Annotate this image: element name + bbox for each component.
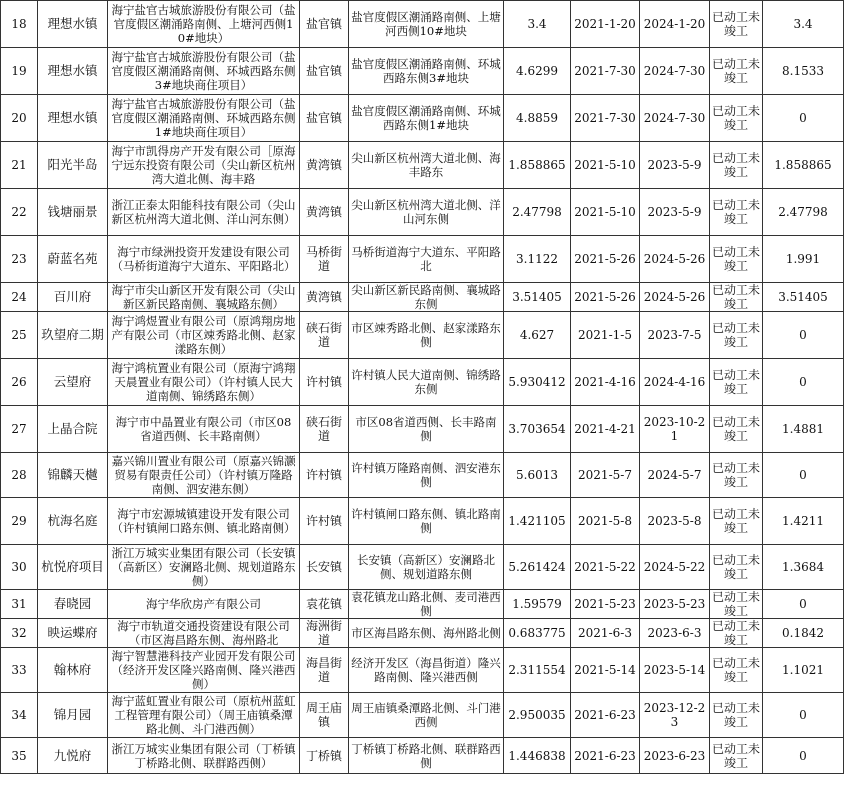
completed-area-cell: 1.858865 — [763, 142, 844, 189]
completion-deadline-cell: 2023-5-9 — [640, 189, 710, 236]
table-row — [1, 48, 844, 95]
project-name-cell: 百川府 — [38, 283, 108, 312]
completed-area-cell: 1.4211 — [763, 498, 844, 545]
completion-deadline-cell: 2024-7-30 — [640, 48, 710, 95]
completion-deadline-cell: 2023-10-21 — [640, 406, 710, 453]
construction-status-cell: 已动工未竣工 — [710, 693, 763, 738]
completion-deadline-cell: 2023-6-3 — [640, 619, 710, 648]
row-number-cell: 30 — [1, 545, 38, 590]
project-name-cell: 锦麟天樾 — [38, 453, 108, 498]
row-number-cell: 21 — [1, 142, 38, 189]
site-area-cell: 1.446838 — [504, 738, 571, 774]
site-area-cell: 5.930412 — [504, 359, 571, 406]
construction-status-cell: 已动工未竣工 — [710, 359, 763, 406]
town-name-cell: 许村镇 — [300, 453, 349, 498]
construction-status-cell: 已动工未竣工 — [710, 619, 763, 648]
row-number-cell: 35 — [1, 738, 38, 774]
row-number-cell: 24 — [1, 283, 38, 312]
plot-location-cell: 丁桥镇丁桥路北侧、联群路西侧 — [349, 738, 504, 774]
table-row — [1, 498, 844, 545]
table-row — [1, 648, 844, 693]
plot-location-cell: 盐官度假区潮涌路南侧、环城西路东侧1#地块 — [349, 95, 504, 142]
completed-area-cell: 0 — [763, 590, 844, 619]
site-area-cell: 3.51405 — [504, 283, 571, 312]
developer-name-cell: 海宁盐官古城旅游股份有限公司（盐官度假区潮涌路南侧、上塘河西侧10#地块） — [108, 1, 300, 48]
town-name-cell: 黄湾镇 — [300, 142, 349, 189]
plot-location-cell: 马桥街道海宁大道东、平阳路北 — [349, 236, 504, 283]
site-area-cell: 4.8859 — [504, 95, 571, 142]
row-number-cell: 29 — [1, 498, 38, 545]
completed-area-cell: 0 — [763, 738, 844, 774]
row-number-cell: 23 — [1, 236, 38, 283]
developer-name-cell: 海宁市轨道交通投资建设有限公司（市区海昌路东侧、海州路北 — [108, 619, 300, 648]
project-name-cell: 翰林府 — [38, 648, 108, 693]
site-area-cell: 5.261424 — [504, 545, 571, 590]
completed-area-cell: 0 — [763, 359, 844, 406]
plot-location-cell: 许村镇万隆路南侧、泗安港东侧 — [349, 453, 504, 498]
table-row — [1, 1, 844, 48]
plot-location-cell: 盐官度假区潮涌路南侧、环城西路东侧3#地块 — [349, 48, 504, 95]
completion-deadline-cell: 2023-6-23 — [640, 738, 710, 774]
start-date-cell: 2021-5-10 — [571, 189, 640, 236]
project-name-cell: 理想水镇 — [38, 95, 108, 142]
row-number-cell: 32 — [1, 619, 38, 648]
table-row — [1, 142, 844, 189]
town-name-cell: 硖石街道 — [300, 406, 349, 453]
table-row — [1, 95, 844, 142]
completion-deadline-cell: 2024-5-7 — [640, 453, 710, 498]
project-name-cell: 蔚蓝名苑 — [38, 236, 108, 283]
developer-name-cell: 海宁盐官古城旅游股份有限公司（盐官度假区潮涌路南侧、环城西路东侧3#地块商住项目） — [108, 48, 300, 95]
completed-area-cell: 3.51405 — [763, 283, 844, 312]
plot-location-cell: 经济开发区（海昌街道）隆兴路南侧、隆兴港西侧 — [349, 648, 504, 693]
plot-location-cell: 周王庙镇桑潭路北侧、斗门港西侧 — [349, 693, 504, 738]
table-row — [1, 738, 844, 774]
row-number-cell: 20 — [1, 95, 38, 142]
start-date-cell: 2021-5-14 — [571, 648, 640, 693]
construction-status-cell: 已动工未竣工 — [710, 498, 763, 545]
completed-area-cell: 1.4881 — [763, 406, 844, 453]
town-name-cell: 盐官镇 — [300, 48, 349, 95]
town-name-cell: 许村镇 — [300, 498, 349, 545]
project-name-cell: 钱塘丽景 — [38, 189, 108, 236]
site-area-cell: 4.627 — [504, 312, 571, 359]
plot-location-cell: 袁花镇龙山路北侧、麦司港西侧 — [349, 590, 504, 619]
plot-location-cell: 尖山新区杭州湾大道北侧、海丰路东 — [349, 142, 504, 189]
start-date-cell: 2021-1-20 — [571, 1, 640, 48]
start-date-cell: 2021-5-10 — [571, 142, 640, 189]
completed-area-cell: 1.991 — [763, 236, 844, 283]
construction-status-cell: 已动工未竣工 — [710, 406, 763, 453]
row-number-cell: 25 — [1, 312, 38, 359]
start-date-cell: 2021-7-30 — [571, 95, 640, 142]
table-row — [1, 406, 844, 453]
completed-area-cell: 0.1842 — [763, 619, 844, 648]
site-area-cell: 2.311554 — [504, 648, 571, 693]
completed-area-cell: 1.3684 — [763, 545, 844, 590]
completion-deadline-cell: 2023-5-8 — [640, 498, 710, 545]
table-row — [1, 545, 844, 590]
completion-deadline-cell: 2023-5-14 — [640, 648, 710, 693]
completion-deadline-cell: 2024-5-26 — [640, 236, 710, 283]
site-area-cell: 1.858865 — [504, 142, 571, 189]
completed-area-cell: 8.1533 — [763, 48, 844, 95]
completed-area-cell: 1.1021 — [763, 648, 844, 693]
town-name-cell: 黄湾镇 — [300, 189, 349, 236]
completion-deadline-cell: 2024-5-22 — [640, 545, 710, 590]
town-name-cell: 周王庙镇 — [300, 693, 349, 738]
start-date-cell: 2021-6-23 — [571, 738, 640, 774]
construction-status-cell: 已动工未竣工 — [710, 236, 763, 283]
completed-area-cell: 2.47798 — [763, 189, 844, 236]
developer-name-cell: 海宁蓝虹置业有限公司（原杭州蓝虹工程管理有限公司）（周王庙镇桑潭路北侧、斗门港西侧） — [108, 693, 300, 738]
construction-status-cell: 已动工未竣工 — [710, 142, 763, 189]
table-row — [1, 359, 844, 406]
site-area-cell: 3.1122 — [504, 236, 571, 283]
construction-status-cell: 已动工未竣工 — [710, 95, 763, 142]
construction-status-cell: 已动工未竣工 — [710, 283, 763, 312]
plot-location-cell: 许村镇人民大道南侧、锦绣路东侧 — [349, 359, 504, 406]
town-name-cell: 马桥街道 — [300, 236, 349, 283]
completion-deadline-cell: 2024-1-20 — [640, 1, 710, 48]
start-date-cell: 2021-5-26 — [571, 283, 640, 312]
completion-deadline-cell: 2023-7-5 — [640, 312, 710, 359]
row-number-cell: 27 — [1, 406, 38, 453]
construction-status-cell: 已动工未竣工 — [710, 1, 763, 48]
start-date-cell: 2021-5-22 — [571, 545, 640, 590]
town-name-cell: 袁花镇 — [300, 590, 349, 619]
row-number-cell: 18 — [1, 1, 38, 48]
completion-deadline-cell: 2023-5-23 — [640, 590, 710, 619]
start-date-cell: 2021-4-21 — [571, 406, 640, 453]
table-row — [1, 312, 844, 359]
completed-area-cell: 0 — [763, 95, 844, 142]
developer-name-cell: 海宁市中晶置业有限公司（市区08省道西侧、长丰路南侧） — [108, 406, 300, 453]
completion-deadline-cell: 2024-7-30 — [640, 95, 710, 142]
project-name-cell: 理想水镇 — [38, 48, 108, 95]
project-name-cell: 上晶合院 — [38, 406, 108, 453]
project-name-cell: 玖望府二期 — [38, 312, 108, 359]
table-row — [1, 236, 844, 283]
row-number-cell: 26 — [1, 359, 38, 406]
project-name-cell: 理想水镇 — [38, 1, 108, 48]
town-name-cell: 长安镇 — [300, 545, 349, 590]
plot-location-cell: 市区海昌路东侧、海州路北侧 — [349, 619, 504, 648]
plot-location-cell: 许村镇闸口路东侧、镇北路南侧 — [349, 498, 504, 545]
start-date-cell: 2021-5-26 — [571, 236, 640, 283]
site-area-cell: 0.683775 — [504, 619, 571, 648]
site-area-cell: 5.6013 — [504, 453, 571, 498]
plot-location-cell: 盐官度假区潮涌路南侧、上塘河西侧10#地块 — [349, 1, 504, 48]
construction-status-cell: 已动工未竣工 — [710, 453, 763, 498]
completed-area-cell: 3.4 — [763, 1, 844, 48]
completion-deadline-cell: 2023-5-9 — [640, 142, 710, 189]
construction-status-cell: 已动工未竣工 — [710, 48, 763, 95]
table-row — [1, 619, 844, 648]
plot-location-cell: 长安镇（高新区）安澜路北侧、规划道路东侧 — [349, 545, 504, 590]
completed-area-cell: 0 — [763, 312, 844, 359]
start-date-cell: 2021-1-5 — [571, 312, 640, 359]
developer-name-cell: 海宁智慧港科技产业园开发有限公司（经济开发区隆兴路南侧、隆兴港西侧） — [108, 648, 300, 693]
construction-status-cell: 已动工未竣工 — [710, 189, 763, 236]
town-name-cell: 黄湾镇 — [300, 283, 349, 312]
table-row — [1, 453, 844, 498]
project-name-cell: 九悦府 — [38, 738, 108, 774]
site-area-cell: 2.47798 — [504, 189, 571, 236]
start-date-cell: 2021-5-8 — [571, 498, 640, 545]
table-row — [1, 693, 844, 738]
site-area-cell: 1.421105 — [504, 498, 571, 545]
start-date-cell: 2021-7-30 — [571, 48, 640, 95]
start-date-cell: 2021-6-23 — [571, 693, 640, 738]
row-number-cell: 31 — [1, 590, 38, 619]
developer-name-cell: 浙江正泰太阳能科技有限公司（尖山新区杭州湾大道北侧、洋山河东侧） — [108, 189, 300, 236]
plot-location-cell: 市区08省道西侧、长丰路南侧 — [349, 406, 504, 453]
start-date-cell: 2021-5-7 — [571, 453, 640, 498]
construction-status-cell: 已动工未竣工 — [710, 590, 763, 619]
construction-status-cell: 已动工未竣工 — [710, 545, 763, 590]
town-name-cell: 许村镇 — [300, 359, 349, 406]
developer-name-cell: 海宁市绿洲投资开发建设有限公司（马桥街道海宁大道东、平阳路北） — [108, 236, 300, 283]
town-name-cell: 盐官镇 — [300, 1, 349, 48]
developer-name-cell: 海宁鸿杭置业有限公司（原海宁鸿翔天晨置业有限公司）（许村镇人民大道南侧、锦绣路东侧） — [108, 359, 300, 406]
construction-status-cell: 已动工未竣工 — [710, 648, 763, 693]
site-area-cell: 3.4 — [504, 1, 571, 48]
completion-deadline-cell: 2024-5-26 — [640, 283, 710, 312]
town-name-cell: 盐官镇 — [300, 95, 349, 142]
completed-area-cell: 0 — [763, 453, 844, 498]
plot-location-cell: 尖山新区杭州湾大道北侧、洋山河东侧 — [349, 189, 504, 236]
row-number-cell: 33 — [1, 648, 38, 693]
row-number-cell: 22 — [1, 189, 38, 236]
table-row — [1, 189, 844, 236]
row-number-cell: 34 — [1, 693, 38, 738]
town-name-cell: 硖石街道 — [300, 312, 349, 359]
developer-name-cell: 嘉兴锦川置业有限公司（原嘉兴锦灏贸易有限责任公司）（许村镇万隆路南侧、泗安港东侧） — [108, 453, 300, 498]
construction-status-cell: 已动工未竣工 — [710, 312, 763, 359]
town-name-cell: 海昌街道 — [300, 648, 349, 693]
developer-name-cell: 海宁华欣房产有限公司 — [108, 590, 300, 619]
project-name-cell: 映运蝶府 — [38, 619, 108, 648]
project-name-cell: 杭悦府项目 — [38, 545, 108, 590]
developer-name-cell: 海宁鸿煜置业有限公司（原鸿翔房地产有限公司（市区竦秀路北侧、赵家漾路东侧） — [108, 312, 300, 359]
plot-location-cell: 尖山新区新民路南侧、襄城路东侧 — [349, 283, 504, 312]
project-name-cell: 云望府 — [38, 359, 108, 406]
project-name-cell: 锦月园 — [38, 693, 108, 738]
table-row — [1, 590, 844, 619]
project-name-cell: 春晓园 — [38, 590, 108, 619]
project-name-cell: 阳光半岛 — [38, 142, 108, 189]
project-name-cell: 杭海名庭 — [38, 498, 108, 545]
row-number-cell: 19 — [1, 48, 38, 95]
developer-name-cell: 浙江万城实业集团有限公司（长安镇（高新区）安澜路北侧、规划道路东侧） — [108, 545, 300, 590]
town-name-cell: 丁桥镇 — [300, 738, 349, 774]
developer-name-cell: 海宁盐官古城旅游股份有限公司（盐官度假区潮涌路南侧、环城西路东侧1#地块商住项目） — [108, 95, 300, 142]
completion-deadline-cell: 2023-12-23 — [640, 693, 710, 738]
completion-deadline-cell: 2024-4-16 — [640, 359, 710, 406]
developer-name-cell: 浙江万城实业集团有限公司（丁桥镇丁桥路北侧、联群路西侧） — [108, 738, 300, 774]
town-name-cell: 海洲街道 — [300, 619, 349, 648]
row-number-cell: 28 — [1, 453, 38, 498]
start-date-cell: 2021-5-23 — [571, 590, 640, 619]
site-area-cell: 3.703654 — [504, 406, 571, 453]
completed-area-cell: 0 — [763, 693, 844, 738]
table-row — [1, 283, 844, 312]
site-area-cell: 2.950035 — [504, 693, 571, 738]
site-area-cell: 1.59579 — [504, 590, 571, 619]
plot-location-cell: 市区竦秀路北侧、赵家漾路东侧 — [349, 312, 504, 359]
site-area-cell: 4.6299 — [504, 48, 571, 95]
table-body — [1, 1, 844, 774]
start-date-cell: 2021-4-16 — [571, 359, 640, 406]
developer-name-cell: 海宁市凯得房产开发有限公司［原海宁远东投资有限公司（尖山新区杭州湾大道北侧、海丰路 — [108, 142, 300, 189]
developer-name-cell: 海宁市宏源城镇建设开发有限公司（许村镇闸口路东侧、镇北路南侧） — [108, 498, 300, 545]
developer-name-cell: 海宁市尖山新区开发有限公司（尖山新区新民路南侧、襄城路东侧） — [108, 283, 300, 312]
construction-status-cell: 已动工未竣工 — [710, 738, 763, 774]
start-date-cell: 2021-6-3 — [571, 619, 640, 648]
